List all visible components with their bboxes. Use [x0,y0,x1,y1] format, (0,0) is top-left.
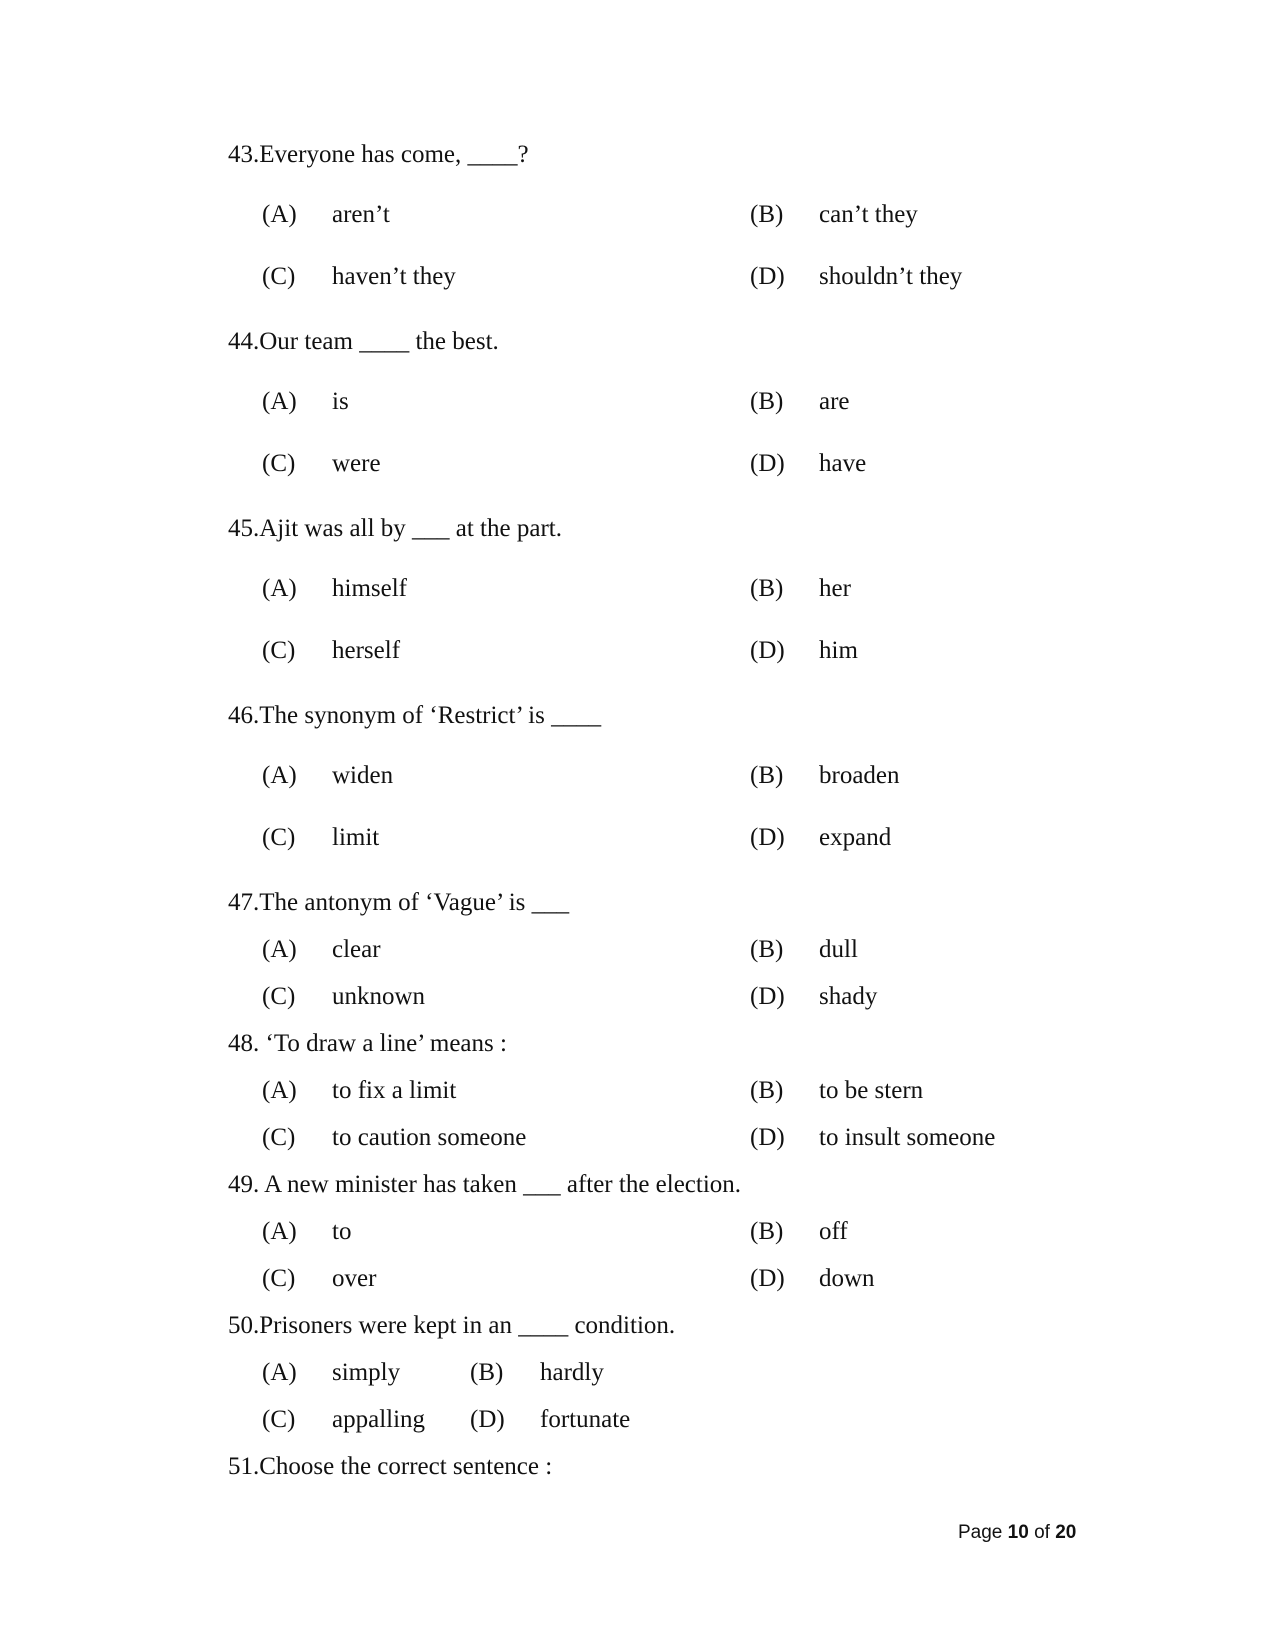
option-letter-a: (A) [262,762,297,789]
option-letter-a: (A) [262,201,297,228]
option-letter-c: (C) [262,1124,296,1151]
option-text-d: him [819,637,858,664]
option-letter-b: (B) [750,575,784,602]
option-text-b: dull [819,936,858,963]
option-text-d: shady [819,983,878,1010]
option-text-c: limit [332,824,380,851]
current-page: 10 [1007,1522,1029,1543]
option-letter-a: (A) [262,936,297,963]
option-text-b: are [819,388,850,415]
option-text-b: off [819,1218,848,1245]
option-letter-b: (B) [750,936,784,963]
option-letter-c: (C) [262,450,296,477]
option-text-a: to fix a limit [332,1077,457,1104]
option-text-d: shouldn’t they [819,263,963,290]
option-text-d: fortunate [540,1406,631,1433]
option-letter-d: (D) [750,1265,785,1292]
option-letter-a: (A) [262,1218,297,1245]
question-44: 44.Our team ____ the best. [228,328,499,355]
option-letter-a: (A) [262,388,297,415]
option-letter-b: (B) [750,388,784,415]
option-letter-b: (B) [470,1359,504,1386]
option-letter-c: (C) [262,1265,296,1292]
option-letter-c: (C) [262,637,296,664]
option-letter-d: (D) [750,983,785,1010]
option-letter-b: (B) [750,201,784,228]
option-letter-c: (C) [262,1406,296,1433]
option-letter-b: (B) [750,1077,784,1104]
option-letter-a: (A) [262,1077,297,1104]
option-text-a: aren’t [332,201,390,228]
question-43: 43.Everyone has come, ____? [228,141,529,168]
option-letter-c: (C) [262,263,296,290]
option-text-c: herself [332,637,401,664]
page-word: Page [958,1522,1003,1543]
option-text-c: unknown [332,983,426,1010]
option-text-b: broaden [819,762,900,789]
option-text-b: hardly [540,1359,604,1386]
option-letter-c: (C) [262,983,296,1010]
option-letter-d: (D) [750,824,785,851]
question-47: 47.The antonym of ‘Vague’ is ___ [228,889,570,916]
question-49: 49. A new minister has taken ___ after the election. [228,1171,742,1198]
option-text-c: haven’t they [332,263,456,290]
option-text-d: down [819,1265,875,1292]
option-text-a: clear [332,936,381,963]
option-letter-b: (B) [750,762,784,789]
option-letter-d: (D) [750,263,785,290]
option-text-b: can’t they [819,201,918,228]
page-number [958,1521,1076,1545]
question-48: 48. ‘To draw a line’ means : [228,1030,507,1057]
option-text-b: her [819,575,851,602]
question-45: 45.Ajit was all by ___ at the part. [228,515,562,542]
option-text-a: widen [332,762,394,789]
option-letter-b: (B) [750,1218,784,1245]
of-word: of [1034,1522,1050,1543]
option-letter-d: (D) [750,637,785,664]
option-letter-c: (C) [262,824,296,851]
option-text-b: to be stern [819,1077,924,1104]
option-text-d: expand [819,824,892,851]
option-letter-d: (D) [470,1406,505,1433]
option-text-c: over [332,1265,377,1292]
question-50: 50.Prisoners were kept in an ____ condition. [228,1312,676,1339]
option-letter-d: (D) [750,1124,785,1151]
option-text-d: have [819,450,867,477]
option-text-c: were [332,450,381,477]
option-text-a: simply [332,1359,401,1386]
option-text-c: appalling [332,1406,426,1433]
question-51: 51.Choose the correct sentence : [228,1453,553,1480]
option-text-c: to caution someone [332,1124,527,1151]
option-text-d: to insult someone [819,1124,996,1151]
option-text-a: to [332,1218,352,1245]
question-46: 46.The synonym of ‘Restrict’ is ____ [228,702,602,729]
option-text-a: himself [332,575,407,602]
option-letter-a: (A) [262,575,297,602]
option-text-a: is [332,388,349,415]
option-letter-d: (D) [750,450,785,477]
option-letter-a: (A) [262,1359,297,1386]
total-pages: 20 [1055,1522,1077,1543]
